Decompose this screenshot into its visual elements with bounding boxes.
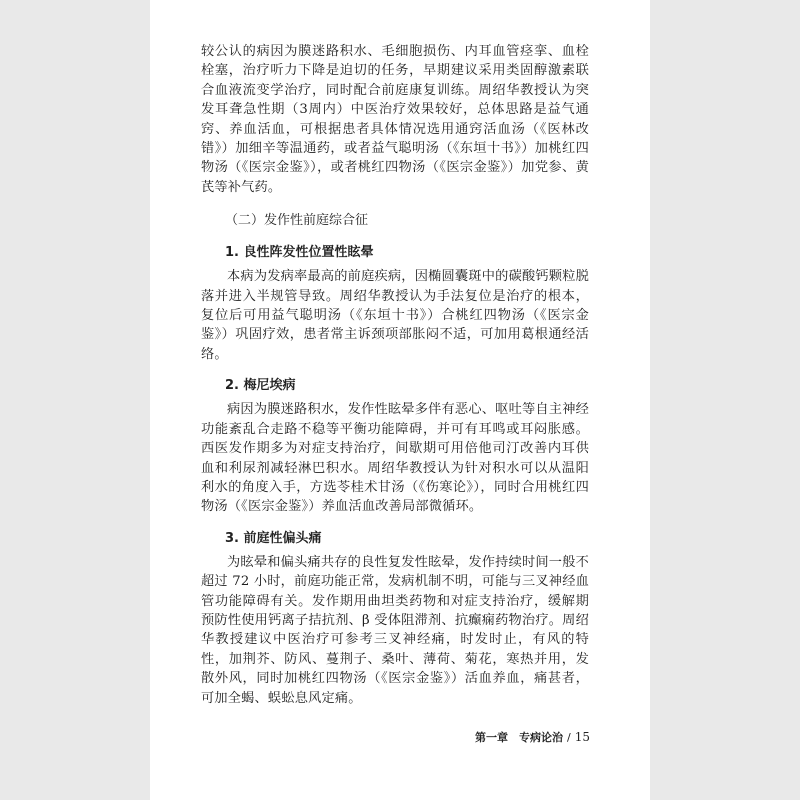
- subsection-paragraph: 病因为膜迷路积水，发作性眩晕多伴有恶心、呕吐等自主神经功能紊乱合走路不稳等平衡功能障碍，并可有耳鸣或耳闷胀感。西医发作期多为对症支持治疗，间歇期可用倍他司汀改善内耳供血和利尿剂减轻淋巴积水。周绍华教授认为针对积水可以从温阳利水的角度入手，方选苓桂术甘汤（《伤寒论》），同时合用桃红四物汤（《医宗金鉴》）养血活血改善局部微循环。: [201, 402, 589, 515]
- subsection-heading: 1. 良性阵发性位置性眩晕: [225, 245, 374, 261]
- subsection-heading: 3. 前庭性偏头痛: [225, 530, 322, 546]
- page-content: [201, 42, 589, 708]
- page-number: 15: [574, 730, 590, 744]
- subsection-paragraph: 为眩晕和偏头痛共存的良性复发性眩晕，发作持续时间一般不超过 72 小时，前庭功能正常，发病机制不明，可能与三叉神经血管功能障碍有关。发作期用曲坦类药物和对症支持治疗，缓解期预防性使用钙离子拮抗剂、β 受体阻滞剂、抗癫痫药物治疗。周绍华教授建议中医治疗可参考三叉神经痛，时发时止，有风的特性，加荆芥、防风、蔓荆子、桑叶、薄荷、菊花，寒热并用，发散外风，同时加桃红四物汤（《医宗金鉴》）活血养血，痛甚者，可加全蝎、蜈蚣息风定痛。: [201, 554, 589, 706]
- page-footer: [475, 729, 590, 745]
- subsection-bppv: [201, 243, 589, 364]
- chapter-title: 第一章 专病论治: [475, 731, 563, 744]
- section-heading: （二）发作性前庭综合征: [225, 213, 369, 229]
- subsection-heading: 2. 梅尼埃病: [225, 378, 296, 394]
- subsection-paragraph: 本病为发病率最高的前庭疾病，因椭圆囊斑中的碳酸钙颗粒脱落并进入半规管导致。周绍华教授认为手法复位是治疗的根本，复位后可用益气聪明汤（《东垣十书》）合桃红四物汤（《医宗金鉴》）巩固疗效，患者常主诉颈项部胀闷不适，可加用葛根通经活络。: [201, 269, 589, 362]
- subsection-menieres: [201, 376, 589, 516]
- footer-separator: /: [567, 731, 571, 744]
- subsection-vestibular-migraine: [201, 529, 589, 708]
- intro-paragraph: 较公认的病因为膜迷路积水、毛细胞损伤、内耳血管痉挛、血栓栓塞，治疗听力下降是迫切的任务，早期建议采用类固醇激素联合血液流变学治疗，同时配合前庭康复训练。周绍华教授认为突发耳聋急性期（3周内）中医治疗效果较好，总体思路是益气通窍、养血活血，可根据患者具体情况选用通窍活血汤（《医林改错》）加细辛等温通药，或者益气聪明汤（《东垣十书》）加桃红四物汤（《医宗金鉴》），或者桃红四物汤（《医宗金鉴》）加党参、黄芪等补气药。: [201, 44, 589, 195]
- book-page: [150, 0, 650, 800]
